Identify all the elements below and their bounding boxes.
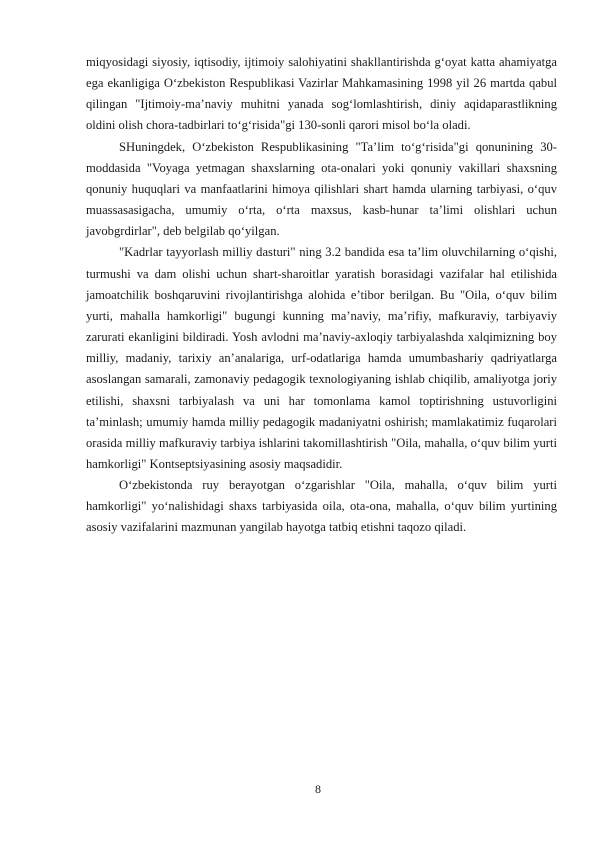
- page-number: 8: [315, 782, 321, 796]
- paragraph-2: SHuningdek, O‘zbekiston Respublikasining "Ta’lim to‘g‘risida"gi qonunining 30-moddasida "Voyaga yetmagan shaxslarning ota-onalari yoki qonuniy vakillari shaxsning qonuniy huquqlari va manfaatlarini himoya qilishlari shart hamda ularning tarbiyasi, o‘quv muassasasigacha, umumiy o‘rta, o‘rta maxsus, kasb-hunar ta’limi olishlari uchun javobgrdirlar", deb belgilab qo‘yilgan.: [86, 139, 557, 239]
- paragraph-3: "Kadrlar tayyorlash milliy dasturi" ning 3.2 bandida esa ta’lim oluvchilarning o‘qishi, turmushi va dam olishi uchun shart-sharoitlar yaratish borasidagi vazifalar hal etilishida jamoatchilik boshqaruvini rivojlantirishga alohida e’tibor berilgan. Bu "Oila, o‘quv bilim yurti, mahalla hamkorligi" bugungi kunning ma’naviy, ma’rifiy, mafkuraviy, tarbiyaviy zarurati ekanligini bildiradi. Yosh avlodni ma’naviy-axloqiy tarbiyalashda xalqimizning boy milliy, madaniy, tarixiy an’analariga, urf-odatlariga hamda umumbashariy qadriyatlarga asoslangan samarali, zamonaviy pedagogik texnologiyaning ishlab chiqilib, amaliyotga joriy etilishi, shaxsni tarbiyalash va uni har tomonlama kamol toptirishning ustuvorligini ta’minlash; umumiy hamda milliy pedagogik madaniyatni oshirish; mamlakatimiz fuqarolari orasida milliy mafkuraviy tarbiya ishlarini takomillashtirish "Oila, mahalla, o‘quv bilim yurti hamkorligi" Kontseptsiyasining asosiy maqsadidir.: [86, 245, 557, 471]
- paragraph-4: O‘zbekistonda ruy berayotgan o‘zgarishlar "Oila, mahalla, o‘quv bilim yurti hamkorligi" yo‘nalishidagi shaxs tarbiyasida oila, ota-ona, mahalla, o‘quv bilim yurtining asosiy vazifalarini mazmunan yangilab hayotga tatbiq etishni taqozo qiladi.: [86, 478, 557, 535]
- paragraph-1: miqyosidagi siyosiy, iqtisodiy, ijtimoiy salohiyatini shakllantirishda g‘oyat katta ahamiyatga ega ekanligiga O‘zbekiston Respublikasi Vazirlar Mahkamasining 1998 yil 26 martda qabul qilingan "Ijtimoiy-ma’naviy muhitni yanada sog‘lomlashtirish, diniy aqidaparastlikning oldini olish chora-tadbirlari to‘g‘risida"gi 130-sonli qarori misol bo‘la oladi.: [86, 55, 557, 133]
- document-body: [86, 52, 557, 539]
